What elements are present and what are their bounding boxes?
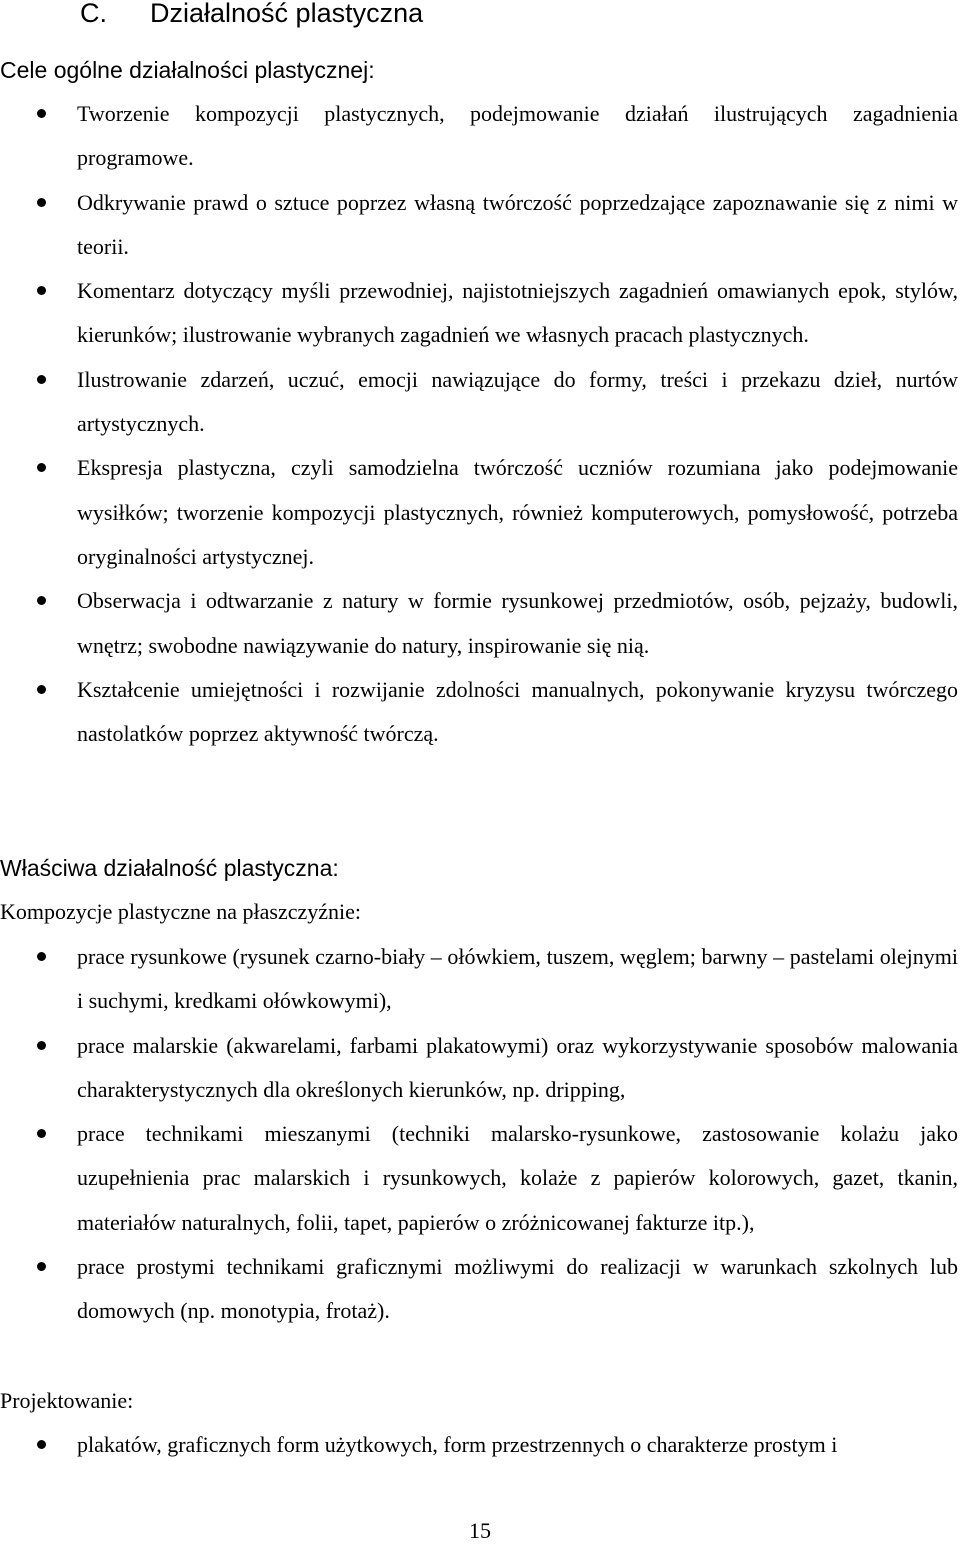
goals-list bbox=[0, 92, 958, 756]
bullet-icon bbox=[37, 952, 46, 961]
compositions-heading: Kompozycje plastyczne na płaszczyźnie: bbox=[0, 899, 362, 924]
bullet-icon bbox=[37, 286, 46, 295]
bullet-icon bbox=[37, 1129, 46, 1138]
goal-item-text: Ekspresja plastyczna, czyli samodzielna twórczość uczniów rozumiana jako podejmowanie wysiłków; tworzenie kompozycji plastycznych, również komputerowych, pomysłowość, potrzeba oryginalności artystycznej. bbox=[77, 455, 958, 569]
goal-item-text: Obserwacja i odtwarzanie z natury w formie rysunkowej przedmiotów, osób, pejzaży, budowli, wnętrz; swobodne nawiązywanie do natury, inspirowanie się nią. bbox=[77, 588, 958, 658]
bullet-icon bbox=[37, 463, 46, 472]
composition-item bbox=[0, 1245, 958, 1334]
compositions-list bbox=[0, 935, 958, 1334]
bullet-icon bbox=[37, 1440, 46, 1449]
goal-item bbox=[0, 269, 958, 358]
bullet-icon bbox=[37, 198, 46, 207]
composition-item bbox=[0, 935, 958, 1024]
goal-item-text: Ilustrowanie zdarzeń, uczuć, emocji nawiązujące do formy, treści i przekazu dzieł, nurtów artystycznych. bbox=[77, 366, 958, 437]
bullet-icon bbox=[37, 685, 46, 694]
goal-item bbox=[0, 668, 958, 757]
bullet-icon bbox=[37, 1041, 46, 1050]
design-item bbox=[0, 1423, 958, 1467]
design-list bbox=[0, 1423, 958, 1467]
goal-item-text: Odkrywanie prawd o sztuce poprzez własną twórczość poprzedzające zapoznawanie się z nimi w teorii. bbox=[77, 189, 958, 259]
goal-item bbox=[0, 92, 958, 181]
composition-item-text: prace prostymi technikami graficznymi możliwymi do realizacji w warunkach szkolnych lub domowych (np. monotypia, frotaż). bbox=[77, 1254, 958, 1324]
page-number: 15 bbox=[469, 1518, 491, 1543]
composition-item bbox=[0, 1112, 958, 1245]
bullet-icon bbox=[37, 596, 46, 605]
goals-heading: Cele ogólne działalności plastycznej: bbox=[0, 57, 375, 83]
bullet-icon bbox=[37, 109, 46, 118]
section-letter: C. bbox=[80, 0, 107, 28]
proper-heading: Właściwa działalność plastyczna: bbox=[0, 855, 339, 881]
goal-item-text: Kształcenie umiejętności i rozwijanie zdolności manualnych, pokonywanie kryzysu twórczego nastolatków poprzez aktywność twórczą. bbox=[77, 676, 958, 747]
goal-item-text: Tworzenie kompozycji plastycznych, podejmowanie działań ilustrujących zagadnienia programowe. bbox=[77, 101, 958, 171]
composition-item-text: prace rysunkowe (rysunek czarno-biały – ołówkiem, tuszem, węglem; barwny – pastelami olejnymi i suchymi, kredkami ołówkowymi), bbox=[77, 944, 958, 1014]
goal-item bbox=[0, 181, 958, 270]
design-heading: Projektowanie: bbox=[0, 1388, 134, 1413]
section-title: Działalność plastyczna bbox=[150, 0, 424, 28]
goal-item-text: Komentarz dotyczący myśli przewodniej, najistotniejszych zagadnień omawianych epok, stylów, kierunków; ilustrowanie wybranych zagadnień we własnych pracach plastycznych. bbox=[77, 278, 958, 348]
bullet-icon bbox=[37, 1262, 46, 1271]
design-item-text: plakatów, graficznych form użytkowych, form przestrzennych o charakterze prostym i bbox=[77, 1432, 838, 1457]
bullet-icon bbox=[37, 375, 46, 384]
goal-item bbox=[0, 446, 958, 579]
composition-item-text: prace malarskie (akwarelami, farbami plakatowymi) oraz wykorzystywanie sposobów malowania charakterystycznych dla określonych kierunków, np. dripping, bbox=[77, 1032, 958, 1102]
goal-item bbox=[0, 358, 958, 447]
composition-item-text: prace technikami mieszanymi (techniki malarsko-rysunkowe, zastosowanie kolażu jako uzupełnienia prac malarskich i rysunkowych, kolaże z papierów kolorowych, gazet, tkanin, materiałów naturalnych, folii, tapet, papierów o zróżnicowanej fakturze itp.), bbox=[77, 1121, 958, 1235]
goal-item bbox=[0, 579, 958, 668]
composition-item bbox=[0, 1024, 958, 1113]
